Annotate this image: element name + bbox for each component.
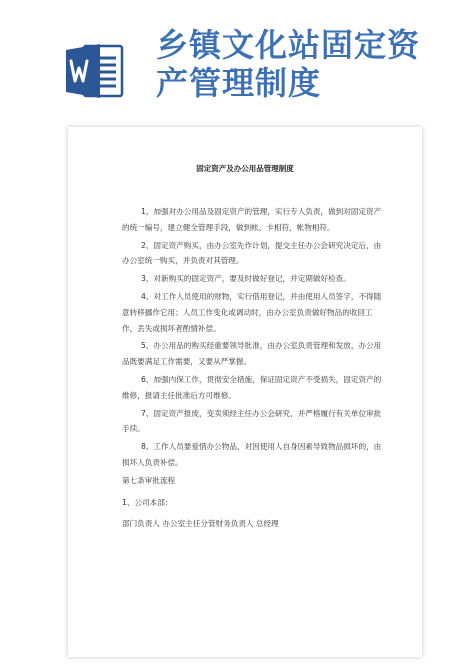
document-body: [122, 204, 382, 532]
word-icon: [64, 40, 126, 102]
approval-chain: 部门负责人 办公室主任分管财务负责人 总经理: [122, 519, 279, 529]
paragraph-8: 8、工作人员要爱惜办公物品，对因使用人自身因素导致物品损坏的，由损坏人负责补偿。: [122, 442, 382, 467]
sub-item: 1、公司本部：: [122, 497, 173, 507]
title-line-1: 乡镇文化站固定资: [156, 26, 421, 64]
paragraph-3: 3、对新购买的固定资产，要及时做好登记，并定期做好检查。: [141, 274, 351, 284]
paragraph-2: 2、固定资产购买，由办公室先作计划，提交主任办公会研究决定后，由办公室统一购买，并负责对其管理。: [122, 240, 382, 266]
paragraph-7: 7、固定资产报废，变卖须经主任办公会研究，并严格履行有关单位审批手续。: [122, 408, 382, 434]
section-heading: 第七条审批流程: [122, 475, 176, 485]
header: [0, 0, 474, 124]
paragraph-6: 6、加强内保工作，贯彻安全措施，保证固定资产不受损失，固定资产的维修，报请主任批准后方可维修。: [122, 374, 382, 400]
page-title: [156, 26, 456, 102]
paragraph-5: 5、办公用品的购买经重要领导批准，由办公室负责管理和发放，办公用品既要满足工作需要，又要从严掌握。: [122, 341, 382, 367]
document-title: 固定资产及办公用品管理制度: [196, 164, 294, 173]
title-line-2: 产管理制度: [156, 64, 322, 102]
document-page: [68, 127, 422, 657]
paragraph-1: 1、加强对办公用品及固定资产的管理，实行专人负责，做到对固定资产的统一编号，建立健全管理手段，做到帐、卡相符，帐物相符。: [122, 207, 382, 232]
paragraph-4: 4、对工作人员使用的财物，实行借用登记，并由使用人员签字，不得随意转移挪作它用；人员工作变化或调动时，由办公室负责做好物品的收回工作，丢失或损坏者酌情补偿。: [122, 291, 382, 333]
